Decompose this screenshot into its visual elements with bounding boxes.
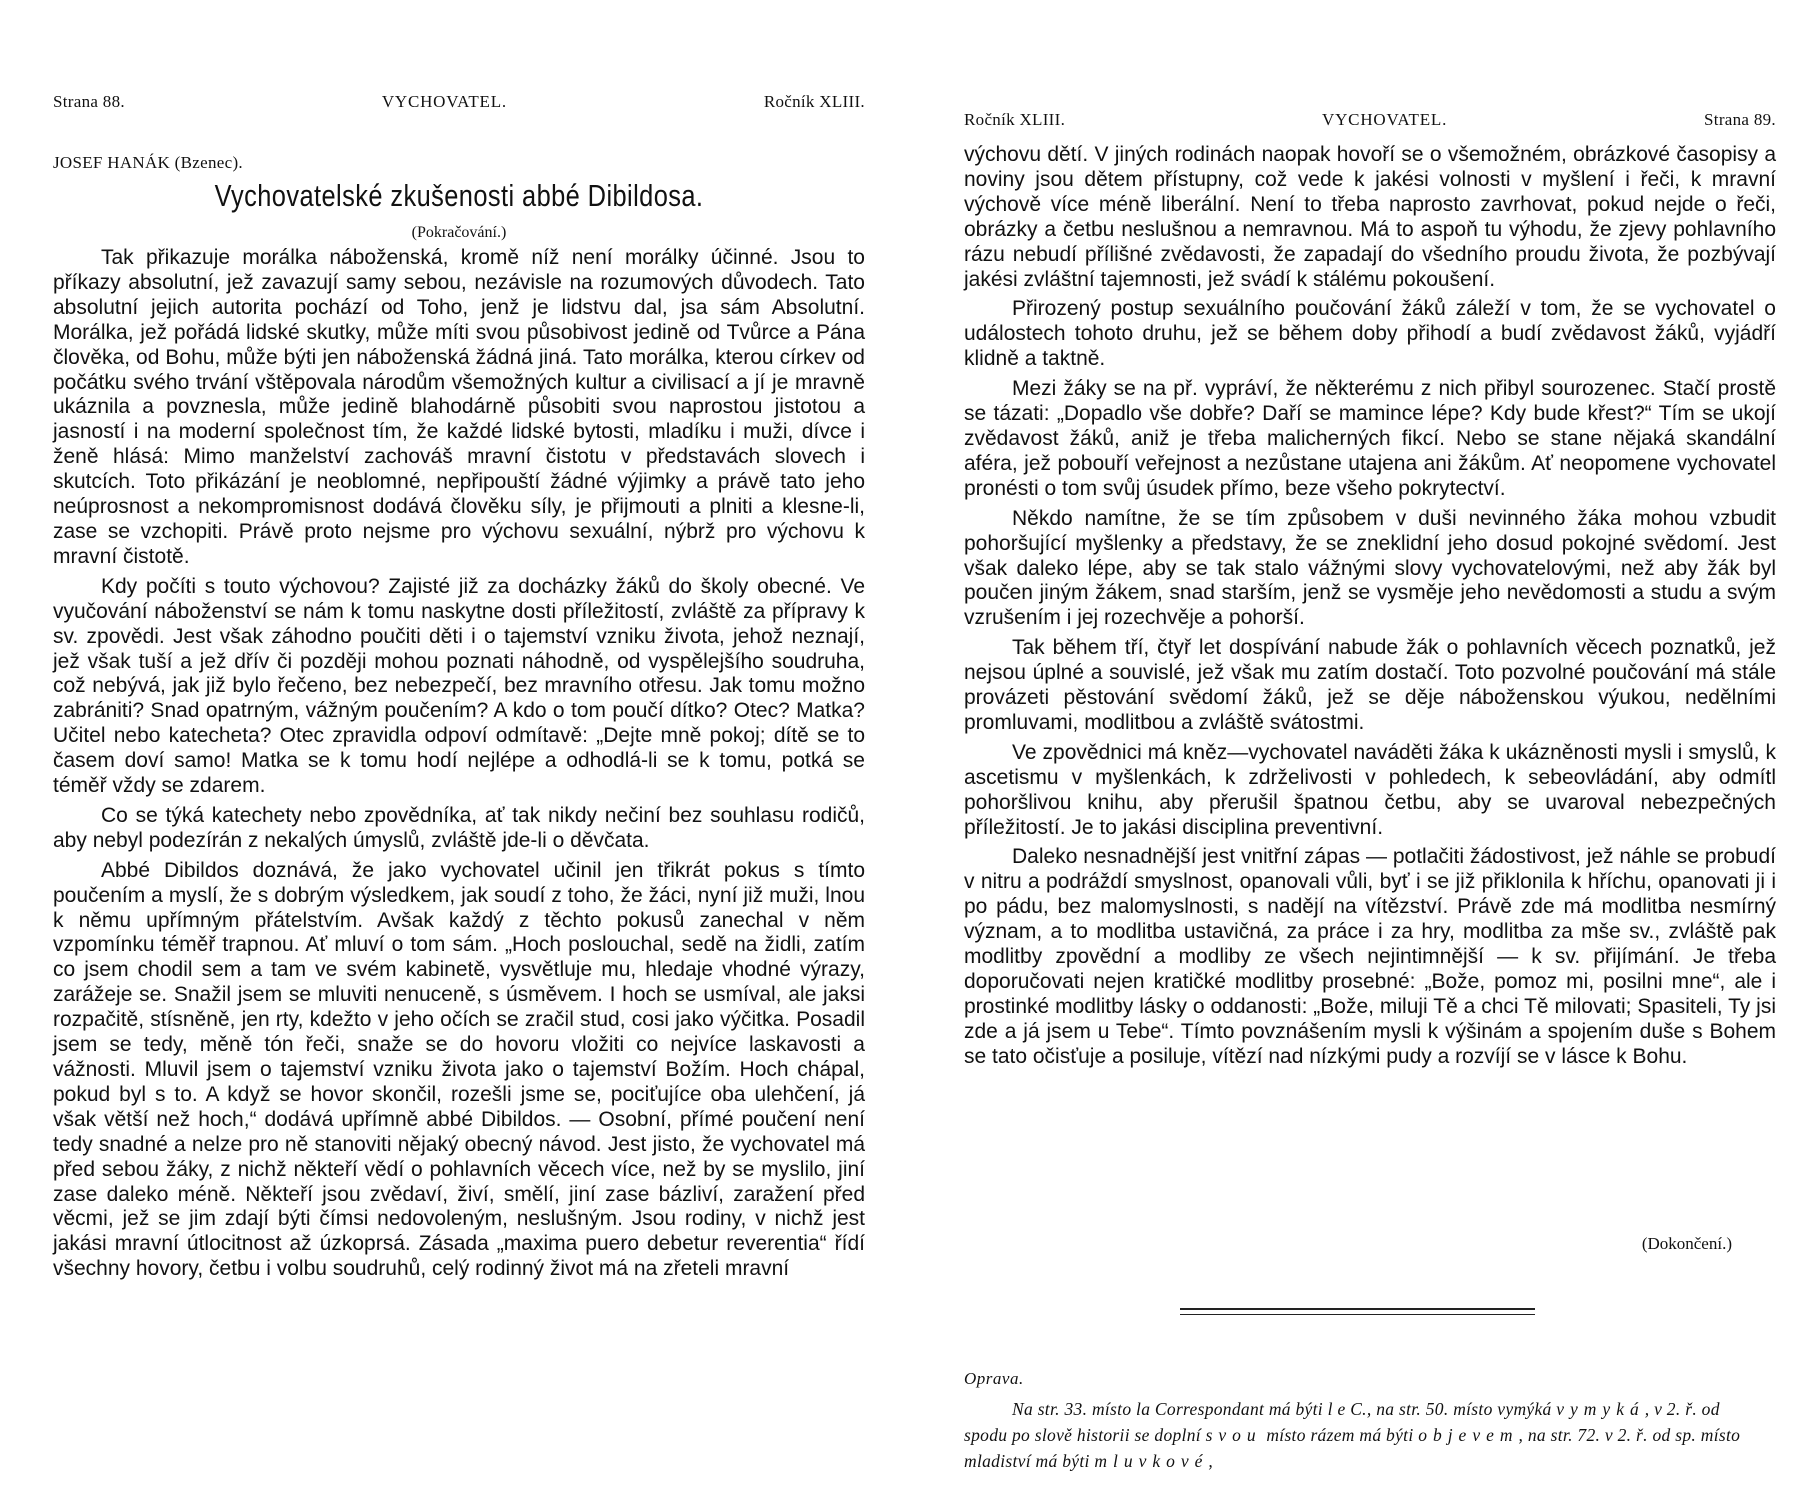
left-volume: Ročník XLIII.: [763, 92, 865, 111]
article-title: Vychovatelské zkušenosti abbé Dibildosa.: [214, 178, 704, 213]
erratum-heading: Oprava.: [964, 1369, 1024, 1388]
erratum-correction: mluvkové: [1094, 1451, 1209, 1471]
divider-line: [1180, 1308, 1535, 1310]
left-running-head: [53, 92, 865, 112]
right-page-number: Strana 89.: [1704, 110, 1776, 129]
paragraph: Kdy počíti s touto výchovou? Zajisté již za docházky žáků do školy obecné. Ve vyučování náboženství se nám k tomu naskytne dosti příležitostí, zvláště za přípravy k sv. zpovědi. Jest však záhodno poučiti děti i o tajemství vzniku života, jehož neznají, jež však tuší a jež dřív či později mohou poznati náhodně, od vyspělejšího soudruha, což nebývá, jak již bylo řečeno, bez nebezpečí, bez mravního otřesu. Jak tomu možno zabrániti? Snad opatrným, vážným poučením? A kdo o tom poučí dítko? Otec? Matka? Učitel nebo katecheta? Otec zpravidla odpoví odmítavě: „Dejte mně pokoj; dítě se to časem doví samo! Matka se k tomu hodí nejlépe a odhodlá-li se k tomu, potká se téměř vždy se zdarem.: [53, 574, 865, 798]
left-page: [0, 0, 900, 1500]
right-running-head: [964, 110, 1776, 130]
erratum-correction: vymyká: [1556, 1399, 1645, 1419]
paragraph: Přirozený postup sexuálního poučování žáků záleží v tom, že se vychovatel o událostech tohoto druhu, jež se během doby přihodí a budí zvědavost žáků, vyjádří klidně a taktně.: [964, 297, 1776, 371]
article-author: JOSEF HANÁK (Bzenec).: [53, 153, 243, 172]
right-page: [900, 0, 1802, 1500]
erratum-part: ,: [1208, 1451, 1214, 1471]
continued-paragraph: výchovu dětí. V jiných rodinách naopak hovoří se o všemožném, obrázkové časopisy a noviny jsou dětem přístupny, což vede k jakési volnosti v myšlení i řeči, k mravní výchově více méně liberální. Není to třeba naprosto zavrhovat, pokud nejde o řeči, obrázky a četbu neslušnou a nemravnou. Má to aspoň tu výhodu, že zjevy pohlavního rázu nebudí přílišné zvědavosti, že zapadají do všedního proudu života, že pozbývají jakési zvláštní tajemnosti, jež svádí k stálému pokoušení.: [964, 143, 1776, 291]
paragraph: Někdo namítne, že se tím způsobem v duši nevinného žáka mohou vzbudit pohoršující myšlenky a představy, že se zneklidní jeho dosud pokojné svědomí. Jest však daleko lépe, aby se tak stalo vážnými slovy vychovatelovými, než aby žák byl poučen jiným žákem, snad starším, jenž se vysměje jeho nevědomosti a studu a svým vzrušením i jej rozechvěje a pohorší.: [964, 506, 1776, 630]
left-journal-title: VYCHOVATEL.: [381, 92, 507, 111]
paragraph: Daleko nesnadnější jest vnitřní zápas — potlačiti žádostivost, jež náhle se probudí v nitru a podráždí smyslnost, opanovali vůli, byť i se již přiklonila k hříchu, opanovati ji i po pádu, bez malomyslnosti, s nadějí na vítězství. Právě zde má modlitba nesmírný význam, a to modlitba ustavičná, za práce i za hry, modlitba za mše sv., zvláště pak modlitby zpovědní a modliby ze všech nejintimnější — k sv. přijímání. Je třeba doporučovati nejen kratičké modlitby prosebné: „Bože, pomoz mi, posilni mne“, ale i prostinké modlitby lásky o oddanosti: „Bože, miluji Tě a chci Tě milovati; Spasiteli, Ty jsi zde a já jsem u Tebe“. Tímto povznášením mysli k výšinám a spojením duše s Bohem se tato očisťuje a posiluje, vítězí nad nízkými pudy a rozvíjí se v lásce k Bohu.: [964, 845, 1776, 1068]
paragraph: Ve zpovědnici má kněz—vychovatel naváděti žáka k ukázněnosti mysli i smyslů, k ascetismu v myšlenkách, k zdrželivosti v pohledech, k sebeovládání, aby odmítl pohoršlivou knihu, aby přerušil špatnou četbu, aby se uvaroval nebezpečných příležitostí. Je to jakási disciplina preventivní.: [964, 740, 1776, 839]
erratum-part: místo rázem má býti: [1261, 1425, 1419, 1445]
paragraph: Co se týká katechety nebo zpovědníka, ať tak nikdy nečiní bez souhlasu rodičů, aby nebyl podezírán z nekalých úmyslů, zvláště jde-li o děvčata.: [53, 803, 865, 852]
erratum-correction: svou: [1205, 1425, 1262, 1445]
paragraph: Mezi žáky se na př. vypráví, že některému z nich přibyl sourozenec. Stačí prostě se tázati: „Dopadlo vše dobře? Daří se mamince lépe? Kdy bude křest?“ Tím se ukojí zvědavost žáků, aniž je třeba malicherných fikcí. Nebo se stane nějaká skandální aféra, jež pobouří veřejnost a nezůstane utajena ani žákům. Ať neopomene vychovatel pronésti o tom svůj úsudek přímo, beze všeho pokrytectví.: [964, 377, 1776, 500]
to-be-continued-note: (Dokončení.): [1641, 1234, 1732, 1253]
left-body-text: [53, 246, 865, 1287]
erratum-part: , na str. 72. v 2. ř. od sp. místo mladiství má býti: [964, 1425, 1741, 1471]
left-page-number: Strana 88.: [53, 92, 125, 111]
erratum-correction: objevem: [1418, 1425, 1519, 1445]
paragraph: Abbé Dibildos doznává, že jako vychovatel učinil jen třikrát pokus s tímto poučením a myslí, že s dobrým výsledkem, jak soudí z toho, že žáci, nyní již muži, lnou k němu upřímným přátelstvím. Avšak každý z těchto pokusů zanechal v něm vzpomínku téměř trapnou. Ať mluví o tom sám. „Hoch poslouchal, sedě na židli, zatím co jsem chodil sem a tam ve svém kabinetě, vysvětluje mu, hledaje vhodné výrazy, zarážeje se. Snažil jsem se mluviti nenuceně, s úsměvem. I hoch se usmíval, ale jaksi rozpačitě, stísněně, jen rty, kdežto v jeho očích se zračil stud, cosi jako výčitka. Posadil jsem se tedy, měně tón řeči, snaže se do hovoru vložiti co nejvíce laskavosti a vážnosti. Mluvil jsem o tajemství vzniku života jako o tajemství Božím. Hoch chápal, pokud byl s to. A když se hovor skončil, rozešli jsme se, pociťujíce oba ulehčení, já však větší než hoch,“ dodává upřímně abbé Dibildos. — Osobní, přímé poučení není tedy snadné a nelze pro ně stanoviti nějaký obecný návod. Jest jisto, že vychovatel má před sebou žáky, z nichž někteří vědí o pohlavních věcech více, než by se myslilo, jiní zase daleko méně. Někteří jsou zvědaví, živí, smělí, jiní zase bázliví, zaražení před věcmi, jež se jim zdají býti čímsi nedovoleným, neslušným. Jsou rodiny, v nichž jest jakási mravní útlocitnost až úzkoprsá. Zásada „maxima puero debetur reverentia“ řídí všechny hovory, četbu i volbu soudruhů, celý rodinný život má na zřeteli mravní: [53, 858, 865, 1281]
erratum-part: , v 2. ř. od spodu po slově historii se doplní: [964, 1399, 1720, 1445]
right-journal-title: VYCHOVATEL.: [1322, 110, 1448, 129]
divider-line: [1180, 1314, 1535, 1316]
article-subtitle: (Pokračování.): [411, 224, 507, 241]
paragraph: Tak během tří, čtyř let dospívání nabude žák o pohlavních věcech poznatků, jež nejsou úplné a souvislé, jež však mu zatím dostačí. Toto pozvolné poučování má stále provázeti pěstování svědomí žáků, jež se děje náboženskou výukou, nedělními promluvami, modlitbou a zvláště svátostmi.: [964, 636, 1776, 734]
right-body-text: [964, 143, 1776, 1075]
paragraph: Tak přikazuje morálka náboženská, kromě níž není morálky účinné. Jsou to příkazy absolutní, jež zavazují samy sebou, nezávisle na rozumových důvodech. Tato absolutní jejich autorita pochází od Toho, jenž je lidstvu dal, jsa sám Absolutní. Morálka, jež pořádá lidské skutky, může míti svou působivost jedině od Tvůrce a Pána člověka, od Bohu, může býti jen náboženská žádná jiná. Tato morálka, kterou církev od počátku svého trvání vštěpovala národům všemožných kultur a civilisací a jí je mravně ukáznila a povznesla, může jedině blahodárně působiti svou naprostou jistotou a jasností i na moderní společnost tím, že každé lidské bytosti, mladíku i muži, dívce i ženě hlásá: Mimo manželství zachováš mravní čistotu v představách slovech i skutcích. Toto přikázání je neoblomné, nepřipouští žádné výjimky a právě tato jeho neúprosnost a nekompromisnost dodává člověku síly, je přijmouti a plniti a klesne-li, zase se vzchopiti. Právě proto nejsme pro výchovu sexuální, nýbrž pro výchovu k mravní čistotě.: [53, 246, 865, 568]
right-volume: Ročník XLIII.: [964, 110, 1066, 129]
section-divider: [1180, 1308, 1535, 1319]
erratum-part: Na str. 33. místo la Correspondant má býti l e C., na str. 50. místo vymýká: [1012, 1399, 1557, 1419]
erratum-text: [964, 1396, 1764, 1474]
